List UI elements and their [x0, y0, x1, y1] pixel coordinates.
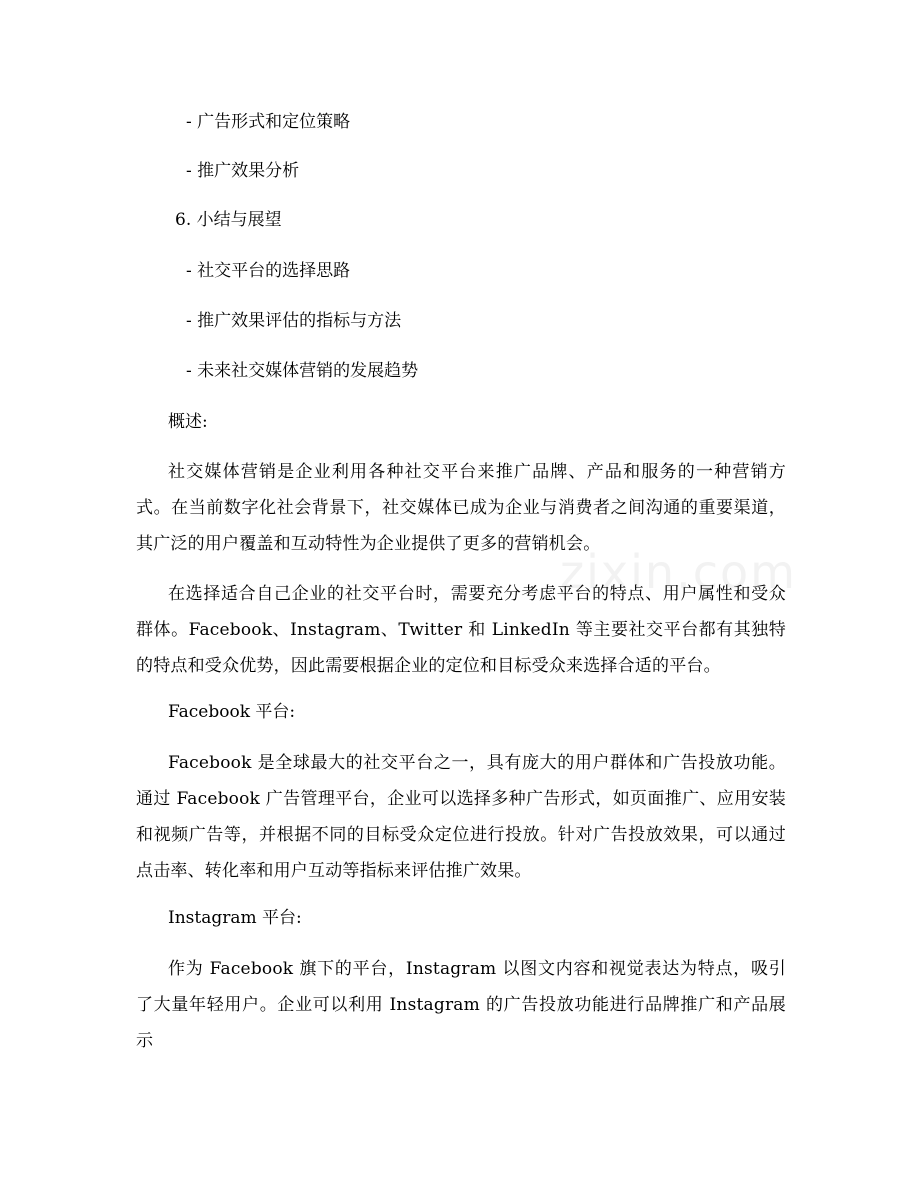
facebook-heading: Facebook 平台: [168, 702, 296, 722]
facebook-paragraph: Facebook 是全球最大的社交平台之一，具有庞大的用户群体和广告投放功能。通过 Facebook 广告管理平台，企业可以选择多种广告形式，如页面推广、应用安装和视频广告等，并根据不同的目标受众定位进行投放。针对广告投放效果，可以通过点击率、转化率和用户互动等指标来评估推广效果。 [136, 753, 786, 881]
watermark: zixin.com [560, 545, 797, 599]
instagram-heading: Instagram 平台: [168, 908, 302, 928]
outline-item: - 未来社交媒体营销的发展趋势 [186, 361, 419, 381]
outline-item: - 推广效果评估的指标与方法 [186, 311, 402, 331]
overview-paragraph-1: 社交媒体营销是企业利用各种社交平台来推广品牌、产品和服务的一种营销方式。在当前数字化社会背景下，社交媒体已成为企业与消费者之间沟通的重要渠道，其广泛的用户覆盖和互动特性为企业提供了更多的营销机会。 [136, 462, 786, 554]
outline-item: - 推广效果分析 [186, 161, 300, 181]
outline-item: - 社交平台的选择思路 [186, 261, 351, 281]
outline-item: - 广告形式和定位策略 [186, 112, 351, 132]
instagram-paragraph: 作为 Facebook 旗下的平台，Instagram 以图文内容和视觉表达为特点，吸引了大量年轻用户。企业可以利用 Instagram 的广告投放功能进行品牌推广和产品展示 [136, 959, 786, 1051]
overview-paragraph-2: 在选择适合自己企业的社交平台时，需要充分考虑平台的特点、用户属性和受众群体。Facebook、Instagram、Twitter 和 LinkedIn 等主要社交平台都有其独特的特点和受众优势，因此需要根据企业的定位和目标受众来选择合适的平台。 [136, 584, 786, 676]
outline-section-heading: 6. 小结与展望 [175, 210, 282, 230]
overview-heading: 概述: [168, 412, 208, 432]
